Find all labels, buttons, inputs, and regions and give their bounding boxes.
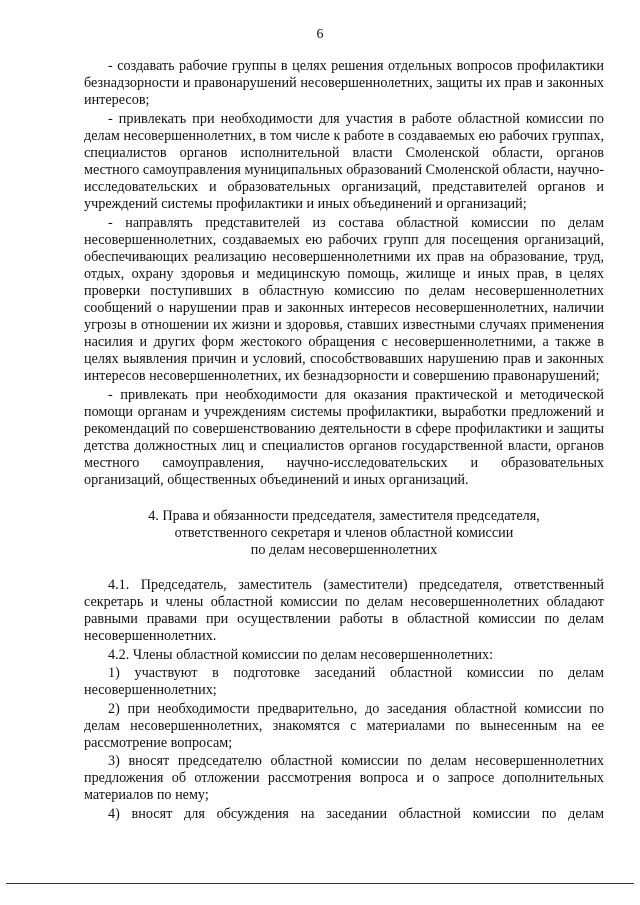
section-heading-line: 4. Права и обязанности председателя, заместителя председателя, (148, 507, 540, 524)
list-item-working-groups: - создавать рабочие группы в целях решения отдельных вопросов профилактики безнадзорности и правонарушений несовершеннолетних, защиты их прав и законных интересов; (84, 58, 604, 109)
clause-4-2-item-3: 3) вносят председателю областной комиссии по делам несовершеннолетних предложения об отложении рассмотрения вопроса и о запросе дополнительных материалов по нему; (84, 753, 604, 804)
page-number: 6 (316, 27, 324, 42)
clause-4-2-item-4: 4) вносят для обсуждения на заседании областной комиссии по делам (108, 805, 604, 822)
clause-4-2-item-1: 1) участвуют в подготовке заседаний областной комиссии по делам несовершеннолетних; (84, 665, 604, 699)
page-bottom-rule (6, 883, 634, 884)
section-heading (84, 508, 604, 559)
section-heading-line: по делам несовершеннолетних (250, 541, 438, 558)
list-item-methodical-help: - привлекать при необходимости для оказания практической и методической помощи органам и учреждениям системы профилактики, выработки предложений и рекомендаций по совершенствованию деятельности в сфере профилактики и защиты детства должностных лиц и специалистов органов государственной власти, органов местного самоуправления, научно-исследовательских и образовательных организаций, общественных объединений и иных организаций. (84, 386, 604, 489)
clause-4-1: 4.1. Председатель, заместитель (заместители) председателя, ответственный секретарь и члены областной комиссии по делам несовершеннолетних обладают равными правами при осуществлении работы в областной комиссии по делам несовершеннолетних. (84, 576, 604, 645)
document-body (84, 58, 604, 824)
clause-4-2-item-2: 2) при необходимости предварительно, до заседания областной комиссии по делам несовершеннолетних, знакомятся с материалами по вынесенным на ее рассмотрение вопросам; (84, 700, 604, 751)
clause-4-2: 4.2. Члены областной комиссии по делам несовершеннолетних: (108, 646, 494, 663)
list-item-send-representatives: - направлять представителей из состава областной комиссии по делам несовершеннолетних, создаваемых ею рабочих групп для посещения организаций, обеспечивающих реализацию несовершеннолетними их прав на образование, труд, отдых, охрану здоровья и медицинскую помощь, жилище и иных прав, в целях проверки поступивших в областную комиссию по делам несовершеннолетних сообщений о нарушении прав и законных интересов несовершеннолетних, наличии угрозы в отношении их жизни и здоровья, ставших известными случаях применения насилия и других форм жестокого обращения с несовершеннолетними, а также в целях выявления причин и условий, способствовавших нарушению прав и законных интересов несовершеннолетних, их безнадзорности и совершению правонарушений; (84, 214, 604, 385)
list-item-involve-specialists: - привлекать при необходимости для участия в работе областной комиссии по делам несовершеннолетних, в том числе к работе в создаваемых ею рабочих группах, специалистов органов исполнительной власти Смоленской области, органов местного самоуправления муниципальных образований Смоленской области, научно-исследовательских и образовательных организаций, представителей органов и учреждений системы профилактики и иных объединений и организаций; (84, 110, 605, 213)
section-heading-line: ответственного секретаря и членов областной комиссии (174, 524, 514, 541)
